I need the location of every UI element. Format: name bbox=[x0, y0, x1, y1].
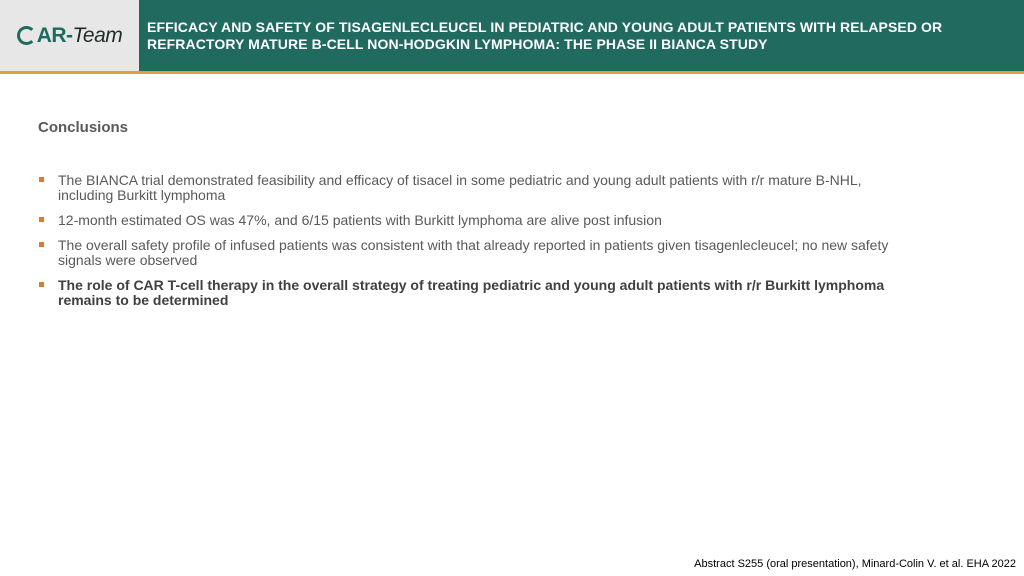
bullet-item-emphasis bbox=[38, 278, 908, 308]
section-heading: Conclusions bbox=[38, 119, 129, 136]
bullet-square-icon bbox=[39, 217, 44, 222]
header-accent-line bbox=[0, 71, 1024, 74]
slide-title bbox=[147, 19, 942, 53]
bullet-square-icon bbox=[39, 177, 44, 182]
logo-prefix: AR bbox=[36, 23, 67, 47]
title-banner bbox=[139, 0, 1024, 71]
bullet-text: The BIANCA trial demonstrated feasibility and efficacy of tisacel in some pediatric and young adult patients with r/r mature B-NHL, including Burkitt lymphoma bbox=[58, 172, 862, 203]
bullet-text: The overall safety profile of infused patients was consistent with that already reported in patients given tisagenlecleucel; no new safety signals were observed bbox=[58, 237, 889, 268]
bullet-text: The role of CAR T-cell therapy in the overall strategy of treating pediatric and young adult patients with r/r Burkitt lymphoma remains to be determined bbox=[58, 277, 885, 308]
slide-header bbox=[0, 0, 1024, 71]
slide-title-line-2: REFRACTORY MATURE B-CELL NON-HODGKIN LYMPHOMA: THE PHASE II BIANCA STUDY bbox=[147, 35, 768, 52]
logo-dash: - bbox=[66, 23, 73, 47]
logo-c-ring-icon bbox=[17, 26, 36, 45]
bullet-item bbox=[38, 173, 908, 203]
logo-team: Team bbox=[72, 23, 123, 47]
bullet-square-icon bbox=[39, 282, 44, 287]
bullet-item bbox=[38, 238, 908, 268]
bullet-square-icon bbox=[39, 242, 44, 247]
logo-panel bbox=[0, 0, 139, 71]
bullet-text: 12-month estimated OS was 47%, and 6/15 patients with Burkitt lymphoma are alive post infusion bbox=[58, 212, 662, 228]
conclusions-list bbox=[38, 173, 908, 318]
slide-title-line-1: EFFICACY AND SAFETY OF TISAGENLECLEUCEL IN PEDIATRIC AND YOUNG ADULT PATIENTS WITH RELAPSED OR bbox=[147, 18, 943, 35]
bullet-item bbox=[38, 213, 908, 228]
footer-citation: Abstract S255 (oral presentation), Minard-Colin V. et al. EHA 2022 bbox=[694, 558, 1016, 570]
car-team-logo bbox=[17, 24, 123, 48]
